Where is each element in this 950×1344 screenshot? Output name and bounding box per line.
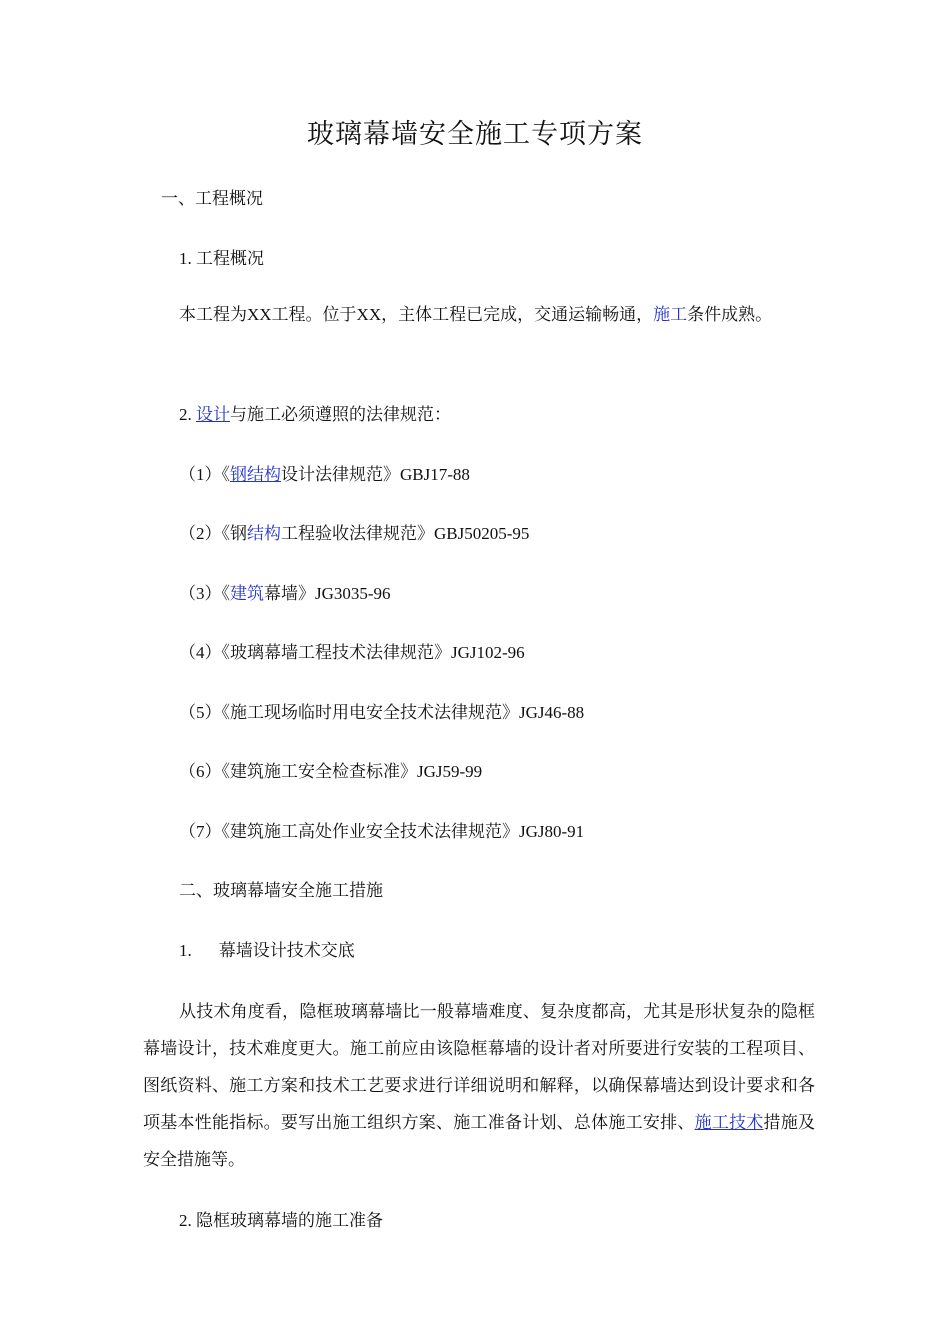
law-item-7: （7）《建筑施工高处作业安全技术法律规范》JGJ80-91 (179, 822, 585, 841)
law-text: （3）《 (179, 584, 230, 603)
link-construction-technology[interactable]: 施工技术 (694, 1113, 764, 1132)
law-item-5: （5）《施工现场临时用电安全技术法律规范》JGJ46-88 (179, 703, 585, 722)
link-steel-structure[interactable]: 钢结构 (230, 465, 281, 484)
paragraph-text: 本工程为XX工程。位于XX，主体工程已完成，交通运输畅通， (179, 305, 654, 324)
subheading-number: 1. (179, 941, 192, 960)
paragraph-text: 措施及安全措施等。 (143, 1113, 816, 1169)
law-text: （2）《钢 (179, 524, 247, 543)
paragraph-text: 从技术角度看，隐框玻璃幕墙比一般幕墙难度、复杂度都高，尤其是形状复杂的隐框幕墙设计，技术难度更大。施工前应由该隐框幕墙的设计者对所要进行安装的工程项目、图纸资料、施工方案和技术工艺要求进行详细说明和解释，以确保幕墙达到设计要求和各项基本性能指标。要写出施工组织方案、施工准备计划、总体施工安排、 (143, 1002, 815, 1132)
link-structure[interactable]: 结构 (247, 524, 281, 543)
link-construction[interactable]: 施工 (653, 305, 688, 324)
law-item-2 (179, 522, 529, 546)
paragraph-design-briefing (143, 993, 815, 1178)
law-item-6: （6）《建筑施工安全检查标准》JGJ59-99 (179, 762, 483, 781)
law-item-4: （4）《玻璃幕墙工程技术法律规范》JGJ102-96 (179, 643, 525, 662)
subheading-2-1 (179, 939, 355, 963)
subheading-text: 与施工必须遵照的法律规范： (230, 405, 451, 424)
subheading-2-2: 2. 隐框玻璃幕墙的施工准备 (179, 1211, 383, 1230)
document-title: 玻璃幕墙安全施工专项方案 (307, 119, 643, 149)
subheading-number: 2. (179, 405, 196, 424)
link-design[interactable]: 设计 (196, 405, 230, 424)
law-text: （1）《 (179, 465, 230, 484)
paragraph-project-overview (143, 296, 815, 333)
section-heading-2: 二、玻璃幕墙安全施工措施 (179, 881, 383, 900)
law-text: 幕墙》JG3035-96 (264, 584, 391, 603)
subheading-1-2 (179, 403, 451, 427)
paragraph-text: 条件成熟。 (687, 305, 773, 324)
law-text: 设计法律规范》GBJ17-88 (281, 465, 470, 484)
subheading-text: 幕墙设计技术交底 (218, 941, 355, 960)
link-building[interactable]: 建筑 (230, 584, 264, 603)
law-item-1 (179, 463, 470, 487)
subheading-1-1: 1. 工程概况 (179, 249, 264, 268)
section-heading-1: 一、工程概况 (161, 189, 263, 208)
law-item-3 (179, 582, 391, 606)
law-text: 工程验收法律规范》GBJ50205-95 (281, 524, 530, 543)
